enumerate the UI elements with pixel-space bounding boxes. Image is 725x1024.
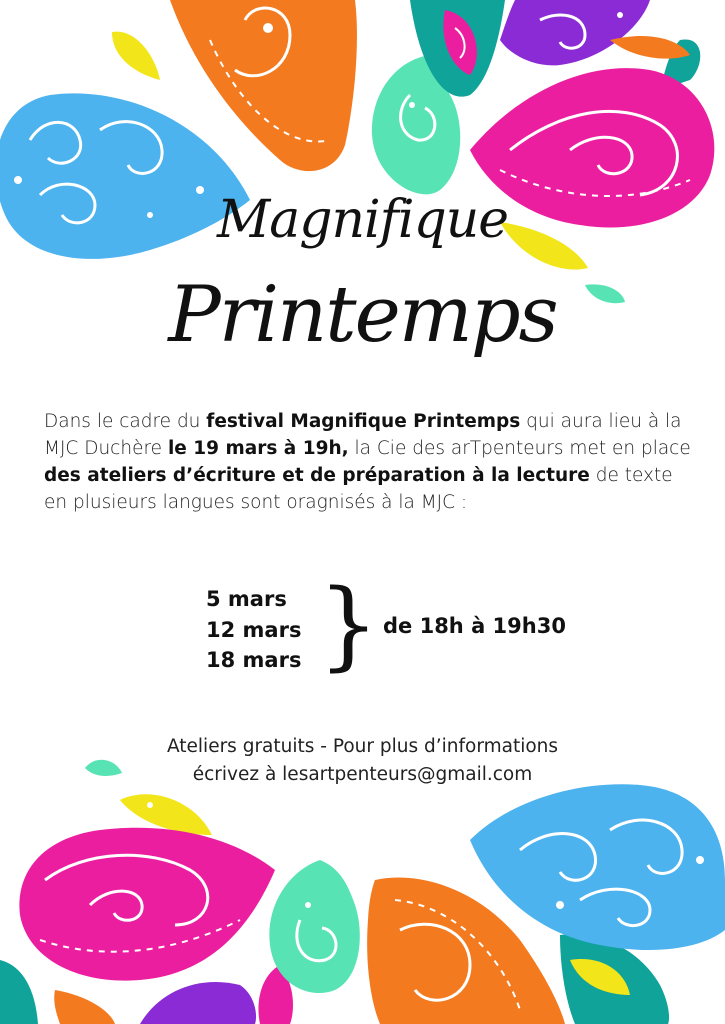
footer-line-1: Ateliers gratuits - Pour plus d’informations xyxy=(166,736,559,757)
title-printemps: Printemps xyxy=(168,270,557,360)
intro-bold-ateliers: des ateliers d’écriture et de préparation à la lecture xyxy=(44,465,590,486)
paisley-yellow-top-left xyxy=(112,32,160,80)
footer-line-2: écrivez à lesartpenteurs@gmail.com xyxy=(192,764,533,785)
intro-text-2: qui aura lieu à la MJC Duchère xyxy=(44,411,682,459)
date-item: 12 mars xyxy=(206,617,302,642)
intro-text-4: de texte en plusieurs langues sont oragnisés à la MJC : xyxy=(44,465,673,513)
date-item: 5 mars xyxy=(206,587,287,611)
paisley-magenta-bottom-left xyxy=(19,828,275,981)
footer-info xyxy=(0,733,725,789)
dates-list xyxy=(206,584,301,676)
paisley-blue-bottom-right xyxy=(470,784,725,950)
curly-brace: } xyxy=(318,569,380,681)
paisley-mint-bottom xyxy=(269,860,359,993)
title-magnifique: Magnifique xyxy=(216,190,509,250)
paisley-purple-top xyxy=(500,0,650,65)
paisley-purple-bottom-left xyxy=(140,982,256,1024)
intro-bold-festival: festival Magnifique Printemps xyxy=(206,411,521,432)
intro-text-3: la Cie des arTpenteurs met en place xyxy=(348,438,691,459)
date-item: 18 mars xyxy=(206,648,302,672)
intro-text-1: Dans le cadre du xyxy=(44,411,207,432)
paisley-orange-small-top-right xyxy=(610,36,690,59)
intro-paragraph xyxy=(44,408,694,516)
time-range: de 18h à 19h30 xyxy=(383,614,566,638)
paisley-teal-bottom-left xyxy=(0,960,38,1024)
paisley-orange-small-bottom-left xyxy=(54,990,115,1024)
intro-bold-date: le 19 mars à 19h, xyxy=(167,438,349,459)
